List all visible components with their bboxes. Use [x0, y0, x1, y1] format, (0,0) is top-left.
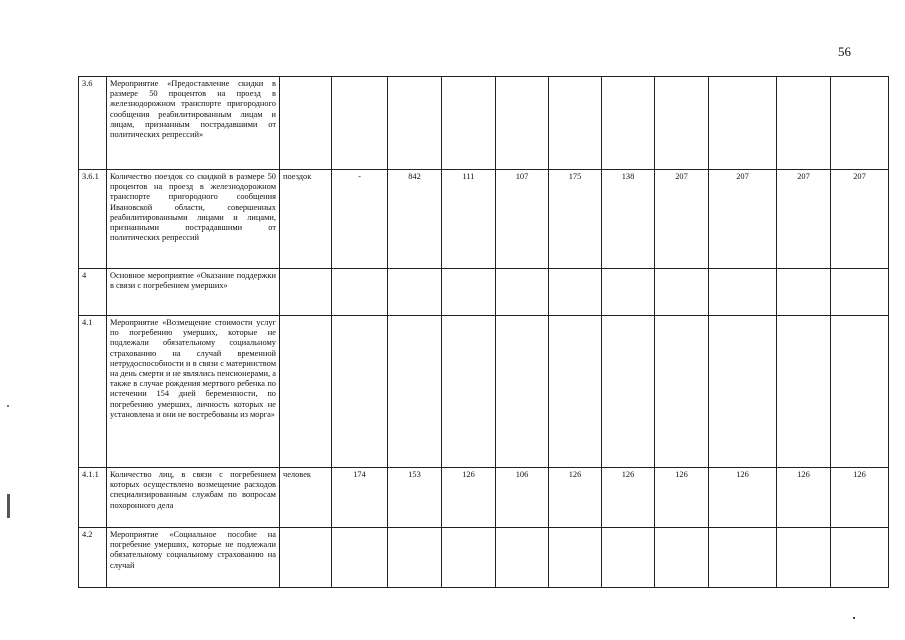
- row-value: [442, 77, 496, 170]
- row-value: 207: [831, 170, 889, 269]
- row-number: 4.1: [79, 316, 107, 468]
- row-value: [388, 77, 442, 170]
- row-value: [655, 269, 709, 316]
- row-value: [655, 316, 709, 468]
- row-number: 3.6.1: [79, 170, 107, 269]
- row-value: 207: [655, 170, 709, 269]
- row-description: Мероприятие «Возмещение стоимости услуг по погребению умерших, которые не подлежали обязательному социальному страхованию на случай временной нетрудоспособности и в связи с материнством на день смерти и не являлись пенсионерами, а также в случае рождения мертвого ребенка по истечении 154 дней беременности, по погребению умерших, личность которых не установлена и они не востребованы из морга»: [107, 316, 280, 468]
- row-value: 174: [332, 468, 388, 528]
- row-value: -: [332, 170, 388, 269]
- row-value: [549, 77, 602, 170]
- row-value: [332, 528, 388, 588]
- row-value: 207: [709, 170, 777, 269]
- row-value: [442, 269, 496, 316]
- row-value: 111: [442, 170, 496, 269]
- row-description: Количество поездок со скидкой в размере 50 процентов на проезд в железнодорожном транспорте пригородного сообщения Ивановской области, совершенных реабилитированными лицами и лицами, признанными пострадавшими от политических репрессий: [107, 170, 280, 269]
- table-row: [79, 468, 889, 528]
- row-value: [332, 77, 388, 170]
- row-value: [496, 316, 549, 468]
- row-description: Мероприятие «Предоставление скидки в размере 50 процентов на проезд в железнодорожном транспорте пригородного сообщения реабилитированным лицам и лицам, признанным пострадавшими от политических репрессий»: [107, 77, 280, 170]
- row-number: 4.1.1: [79, 468, 107, 528]
- row-value: [496, 269, 549, 316]
- row-value: [442, 528, 496, 588]
- row-value: [831, 316, 889, 468]
- row-unit: [280, 316, 332, 468]
- row-description: Мероприятие «Социальное пособие на погребение умерших, которые не подлежали обязательному социальному страхованию на случай: [107, 528, 280, 588]
- row-unit: [280, 77, 332, 170]
- indicators-table: [78, 76, 889, 588]
- row-unit: [280, 528, 332, 588]
- row-value: [549, 269, 602, 316]
- row-value: 106: [496, 468, 549, 528]
- row-value: [496, 77, 549, 170]
- row-value: [831, 77, 889, 170]
- row-value: 107: [496, 170, 549, 269]
- row-unit: поездок: [280, 170, 332, 269]
- row-value: [709, 316, 777, 468]
- row-value: [602, 269, 655, 316]
- row-value: 126: [602, 468, 655, 528]
- row-value: 126: [549, 468, 602, 528]
- margin-mark: [7, 494, 10, 518]
- row-number: 4.2: [79, 528, 107, 588]
- row-unit: [280, 269, 332, 316]
- row-value: 126: [777, 468, 831, 528]
- row-number: 3.6: [79, 77, 107, 170]
- row-value: [777, 528, 831, 588]
- row-description: Основное мероприятие «Оказание поддержки в связи с погребением умерших»: [107, 269, 280, 316]
- row-value: [709, 269, 777, 316]
- table-row: [79, 170, 889, 269]
- table-row: [79, 77, 889, 170]
- row-value: [388, 316, 442, 468]
- table-row: [79, 316, 889, 468]
- row-value: 126: [709, 468, 777, 528]
- row-unit: человек: [280, 468, 332, 528]
- row-value: 126: [442, 468, 496, 528]
- row-value: [777, 316, 831, 468]
- row-value: [602, 528, 655, 588]
- row-value: [777, 77, 831, 170]
- scan-speck: [7, 405, 9, 407]
- row-value: [709, 528, 777, 588]
- row-value: [655, 528, 709, 588]
- table-row: [79, 269, 889, 316]
- row-value: [549, 528, 602, 588]
- scan-speck: [853, 617, 855, 619]
- row-value: 138: [602, 170, 655, 269]
- row-value: [602, 77, 655, 170]
- row-value: [655, 77, 709, 170]
- row-value: [709, 77, 777, 170]
- row-value: [388, 269, 442, 316]
- row-value: 126: [655, 468, 709, 528]
- row-value: [332, 269, 388, 316]
- row-value: [831, 528, 889, 588]
- row-value: [549, 316, 602, 468]
- row-description: Количество лиц, в связи с погребением которых осуществлено возмещение расходов специализированным службам по вопросам похоронного дела: [107, 468, 280, 528]
- row-value: [831, 269, 889, 316]
- table-body: [79, 77, 889, 588]
- row-value: 126: [831, 468, 889, 528]
- row-value: 153: [388, 468, 442, 528]
- row-value: [496, 528, 549, 588]
- row-value: [332, 316, 388, 468]
- row-number: 4: [79, 269, 107, 316]
- row-value: 842: [388, 170, 442, 269]
- row-value: [442, 316, 496, 468]
- row-value: 175: [549, 170, 602, 269]
- row-value: [777, 269, 831, 316]
- row-value: 207: [777, 170, 831, 269]
- row-value: [388, 528, 442, 588]
- row-value: [602, 316, 655, 468]
- table-row: [79, 528, 889, 588]
- page-number: 56: [838, 44, 851, 59]
